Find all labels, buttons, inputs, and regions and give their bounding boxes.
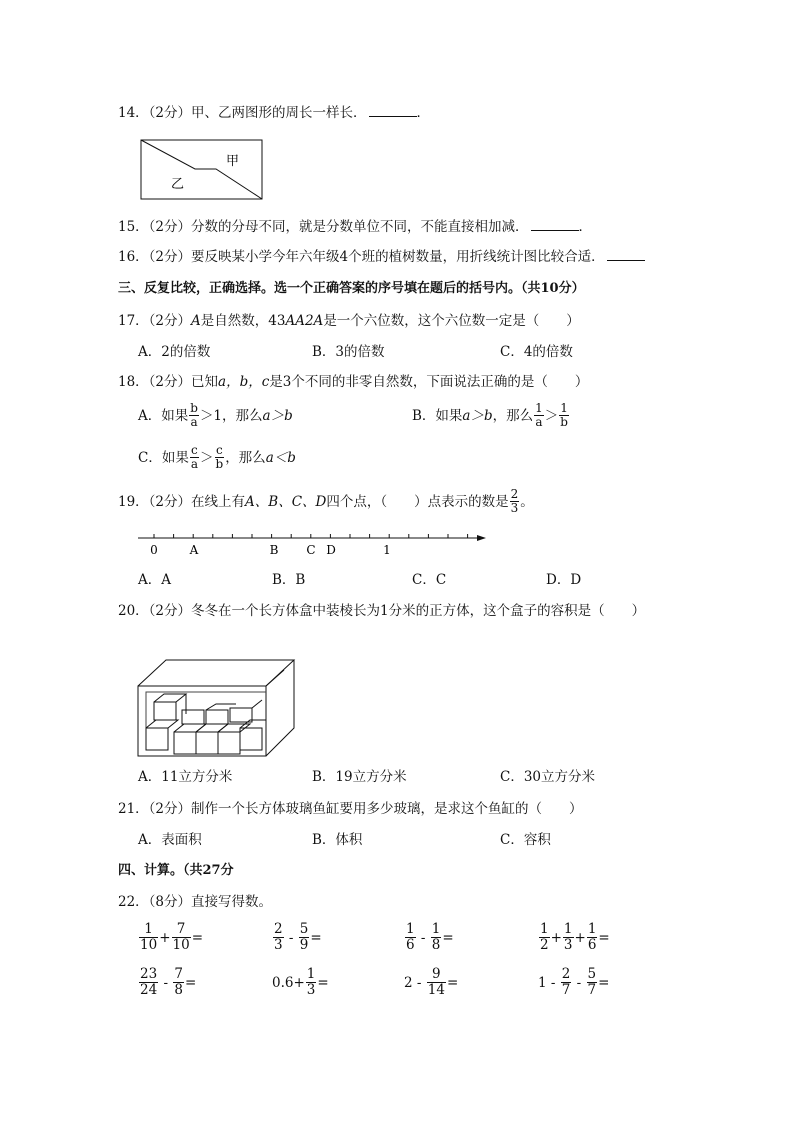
q19-number-line <box>136 526 488 560</box>
section3-title: 三、反复比较，正确选择。选一个正确答案的序号填在题后的括号内。（共10分） <box>118 281 585 296</box>
q17-option-c[interactable]: C．4的倍数 <box>500 344 573 360</box>
q19-label-0: 0 <box>150 543 158 557</box>
q20-option-c[interactable]: C．30立方分米 <box>500 769 596 785</box>
q19-label-b: B <box>269 543 279 557</box>
q19-fraction: $\frac{2}{3}$ <box>510 487 519 515</box>
q21-option-a[interactable]: A．表面积 <box>138 832 202 848</box>
q19-option-c[interactable]: C．C <box>412 572 447 588</box>
q14-figure <box>140 139 264 201</box>
q14-text: 14．（2分）甲、乙两图形的周长一样长． ． <box>118 105 431 121</box>
q14-answer-blank[interactable] <box>369 104 417 117</box>
q18-option-b[interactable]: B．如果 a＞b ，那么 $\frac{1}{a}$ ＞ $\frac{1}{b}$ <box>412 401 568 429</box>
q19-option-b[interactable]: B．B <box>272 572 306 588</box>
q21-option-c[interactable]: C．容积 <box>500 832 551 848</box>
q21-text: 21．（2分）制作一个长方体玻璃鱼缸要用多少玻璃，是求这个鱼缸的（ ） <box>118 801 583 817</box>
q21-option-b[interactable]: B．体积 <box>312 832 363 848</box>
q14-label-jia: 甲 <box>226 154 240 169</box>
q18-c-fraction-2: $\frac{c}{b}$ <box>215 443 224 471</box>
q19-label-c: C <box>306 543 316 557</box>
q19-option-a[interactable]: A．A <box>138 572 171 588</box>
q16-answer-blank[interactable] <box>607 248 645 261</box>
q22-r2-c1: $\frac{23}{24}$ - $\frac{7}{8}$ = <box>140 966 197 998</box>
q19-text: 19．（2分）在线上有 A、B、C、D 四个点，（ ）点表示的数是 $\frac{2}{3}$ 。 <box>118 487 534 515</box>
q17-text: 17．（2分）A是自然数，43AA2A是一个六位数，这个六位数一定是（ ） <box>118 313 580 329</box>
q19-label-a: A <box>189 543 199 557</box>
q18-a-fraction: $\frac{b}{a}$ <box>190 401 198 429</box>
q19-label-d: D <box>326 543 336 557</box>
q18-text: 18．（2分）已知a，b，c是3个不同的非零自然数，下面说法正确的是（ ） <box>118 374 589 390</box>
q18-b-fraction-1: $\frac{1}{a}$ <box>535 401 543 429</box>
q20-option-b[interactable]: B．19立方分米 <box>312 769 407 785</box>
q18-c-fraction-1: $\frac{c}{a}$ <box>190 443 198 471</box>
arrow-right-icon <box>477 535 486 541</box>
q15-answer-blank[interactable] <box>531 218 579 231</box>
q18-option-c[interactable]: C．如果 $\frac{c}{a}$ ＞ $\frac{c}{b}$ ，那么 a＜b <box>138 443 296 471</box>
q20-box-figure <box>136 658 298 760</box>
q22-r2-c3: 2 - $\frac{9}{14}$ = <box>404 966 459 998</box>
q22-r1-c2: $\frac{2}{3}$ - $\frac{5}{9}$ = <box>274 921 322 953</box>
q16-text: 16．（2分）要反映某小学今年六年级4个班的植树数量，用折线统计图比较合适． <box>118 248 645 266</box>
q18-option-a[interactable]: A．如果 $\frac{b}{a}$ ＞1，那么 a＞b <box>138 401 293 429</box>
q19-label-1: 1 <box>383 543 391 557</box>
q22-text: 22．（8分）直接写得数。 <box>118 894 273 910</box>
q19-ticks <box>154 534 468 538</box>
q18-b-fraction-2: $\frac{1}{b}$ <box>560 401 568 429</box>
q22-r2-c2: 0.6 + $\frac{1}{3}$ = <box>272 966 329 998</box>
q17-option-b[interactable]: B．3的倍数 <box>312 344 385 360</box>
q20-option-a[interactable]: A．11立方分米 <box>138 769 233 785</box>
q14-label-yi: 乙 <box>171 177 185 192</box>
q19-option-d[interactable]: D．D <box>546 572 582 588</box>
q17-option-a[interactable]: A．2的倍数 <box>138 344 211 360</box>
q22-r2-c4: 1 - $\frac{2}{7}$ - $\frac{5}{7}$ = <box>538 966 610 998</box>
q22-r1-c4: $\frac{1}{2}$ + $\frac{1}{3}$ + $\frac{1}{6}$ = <box>540 921 610 953</box>
section4-title: 四、计算。（共27分 <box>118 863 234 878</box>
q20-text: 20．（2分）冬冬在一个长方体盒中装棱长为1分米的正方体，这个盒子的容积是（ ） <box>118 603 646 619</box>
q22-r1-c3: $\frac{1}{6}$ - $\frac{1}{8}$ = <box>406 921 454 953</box>
q15-text: 15．（2分）分数的分母不同，就是分数单位不同，不能直接相加减． ． <box>118 219 593 235</box>
q22-r1-c1: $\frac{1}{10}$ + $\frac{7}{10}$ = <box>140 921 203 953</box>
